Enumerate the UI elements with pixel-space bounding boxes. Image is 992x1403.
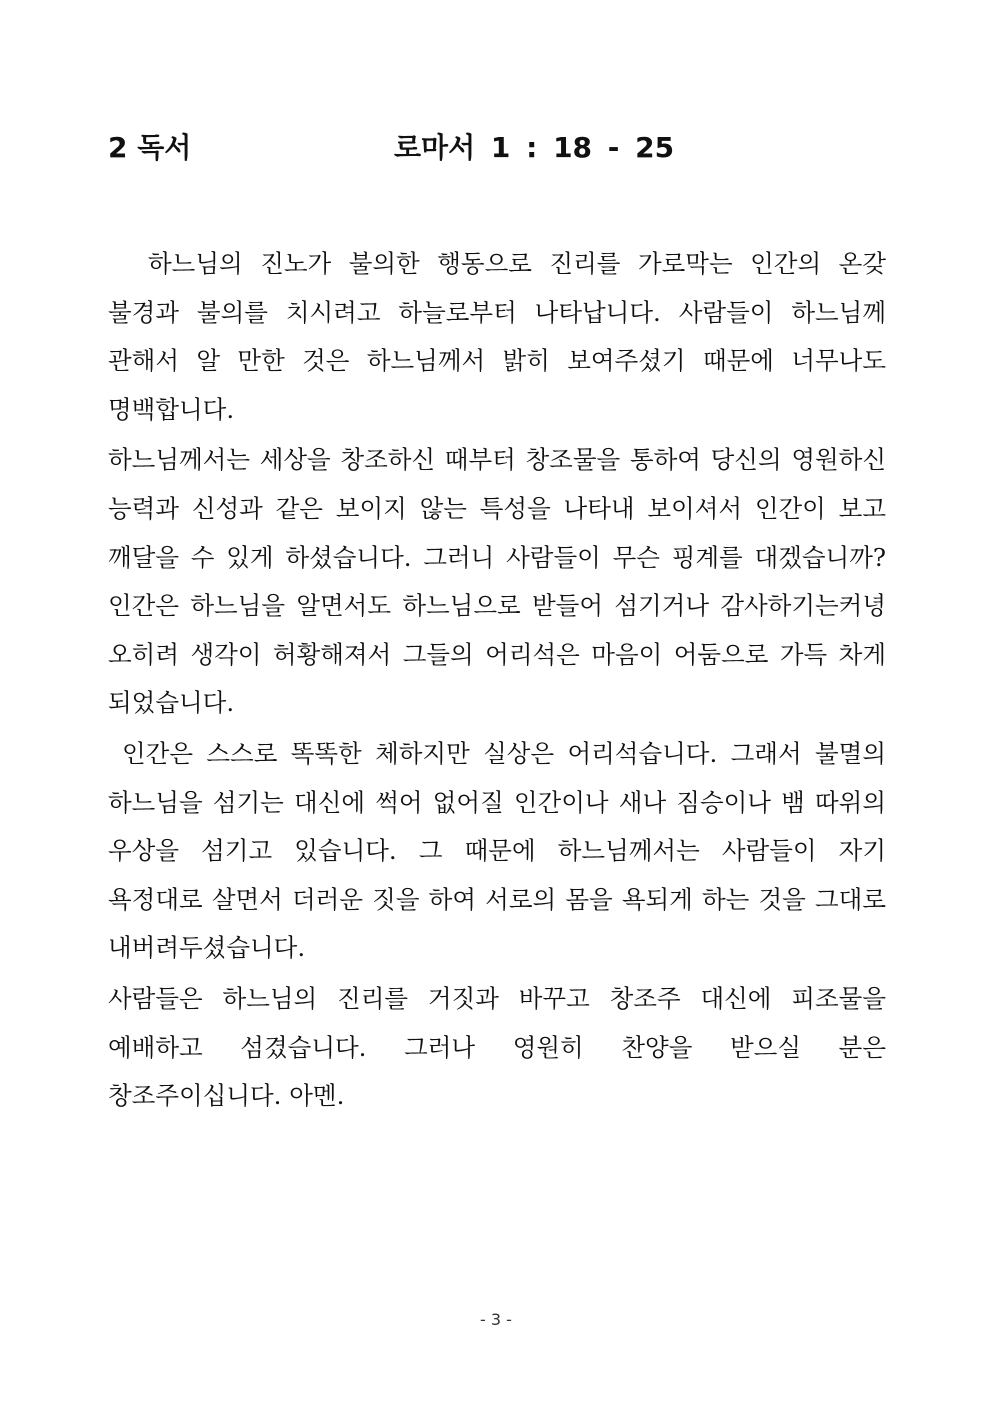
- reading-text: [108, 240, 886, 1123]
- section-title: 2 독서: [108, 131, 192, 164]
- page-number: - 3 -: [480, 1310, 512, 1329]
- reading-heading: [0, 128, 992, 168]
- paragraph: 하느님의 진노가 불의한 행동으로 진리를 가로막는 인간의 온갖 불경과 불의를 치시려고 하늘로부터 나타납니다. 사람들이 하느님께 관해서 알 만한 것은 하느님께서 밝히 보여주셨기 때문에 너무나도 명백합니다.: [108, 249, 886, 424]
- paragraph: 하느님께서는 세상을 창조하신 때부터 창조물을 통하여 당신의 영원하신 능력과 신성과 같은 보이지 않는 특성을 나타내 보이셔서 인간이 보고 깨달을 수 있게 하셨습니다. 그러니 사람들이 무슨 핑계를 대겠습니까? 인간은 하느님을 알면서도 하느님으로 받들어 섬기거나 감사하기는커녕 오히려 생각이 허황해져서 그들의 어리석은 마음이 어둠으로 가득 차게 되었습니다.: [108, 445, 886, 718]
- paragraph: 인간은 스스로 똑똑한 체하지만 실상은 어리석습니다. 그래서 불멸의 하느님을 섬기는 대신에 썩어 없어질 인간이나 새나 짐승이나 뱀 따위의 우상을 섬기고 있습니다. 그 때문에 하느님께서는 사람들이 자기 욕정대로 살면서 더러운 짓을 하여 서로의 몸을 욕되게 하는 것을 그대로 내버려두셨습니다.: [108, 738, 886, 963]
- scripture-reference: 로마서 1 : 18 - 25: [394, 131, 675, 164]
- paragraph: 사람들은 하느님의 진리를 거짓과 바꾸고 창조주 대신에 피조물을 예배하고 섬겼습니다. 그러나 영원히 찬양을 받으실 분은 창조주이십니다. 아멘.: [108, 983, 886, 1111]
